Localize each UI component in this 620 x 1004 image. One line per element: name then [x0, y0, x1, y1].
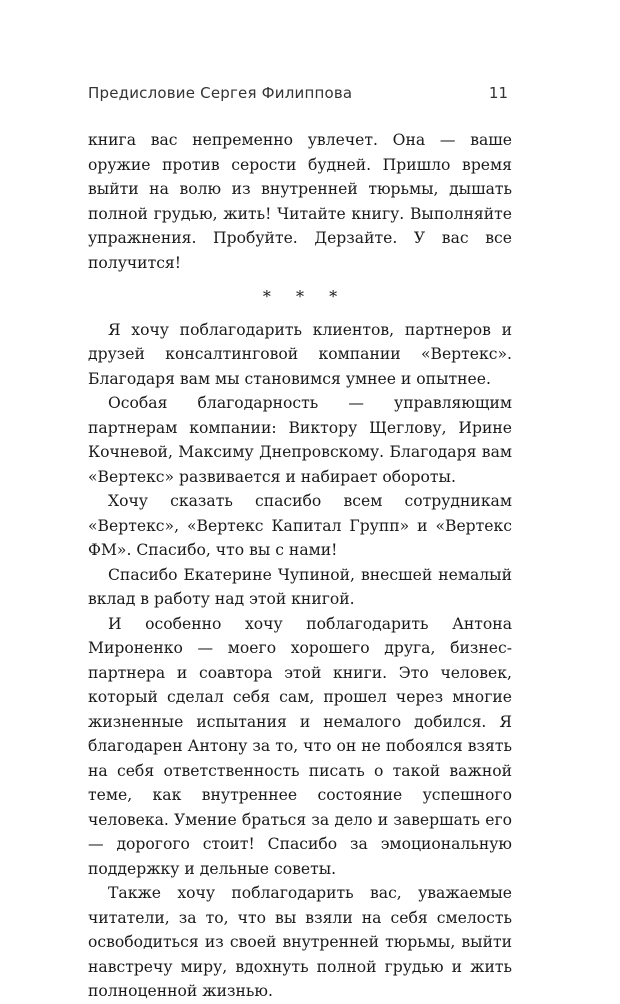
body-text	[88, 128, 512, 1004]
paragraph: Также хочу поблагодарить вас, уважаемые читатели, за то, что вы взяли на себя смелость освободиться из своей внутренней тюрьмы, выйти навстречу миру, вдохнуть полной грудью и жить полноценной жизнью.	[88, 884, 512, 1000]
page-number: 11	[488, 84, 508, 102]
paragraph: Хочу сказать спасибо всем сотрудникам «Вертекс», «Вертекс Капитал Групп» и «Вертекс ФМ». Спасибо, что вы с нами!	[88, 492, 512, 559]
paragraph: И особенно хочу поблагодарить Антона Мироненко — моего хорошего друга, бизнес-партнера и соавтора этой книги. Это человек, который сделал себя сам, прошел через многие жизненные испытания и немалого добился. Я благодарен Антону за то, что он не побоялся взять на себя ответственность писать о такой важной теме, как внутреннее состояние успешного человека. Умение браться за дело и завершать его — дорогого стоит! Спасибо за эмоциональную поддержку и дельные советы.	[88, 614, 512, 878]
paragraph: Спасибо Екатерине Чупиной, внесшей немалый вклад в работу над этой книгой.	[88, 565, 512, 608]
section-separator: * * *	[262, 287, 348, 306]
continued-paragraph: книга вас непременно увлечет. Она — ваше оружие против серости будней. Пришло время выйти на волю из внутренней тюрьмы, дышать полной грудью, жить! Читайте книгу. Выполняйте упражнения. Пробуйте. Дерзайте. У вас все получится!	[88, 131, 512, 272]
paragraph: Я хочу поблагодарить клиентов, партнеров и друзей консалтинговой компании «Вертекс». Благодаря вам мы становимся умнее и опытнее.	[88, 320, 512, 388]
running-header	[88, 84, 508, 106]
running-title: Предисловие Сергея Филиппова	[88, 84, 353, 102]
paragraph: Особая благодарность — управляющим партнерам компании: Виктору Щеглову, Ирине Кочневой, Максиму Днепровскому. Благодаря вам «Вертекс» развивается и набирает обороты.	[88, 394, 512, 486]
